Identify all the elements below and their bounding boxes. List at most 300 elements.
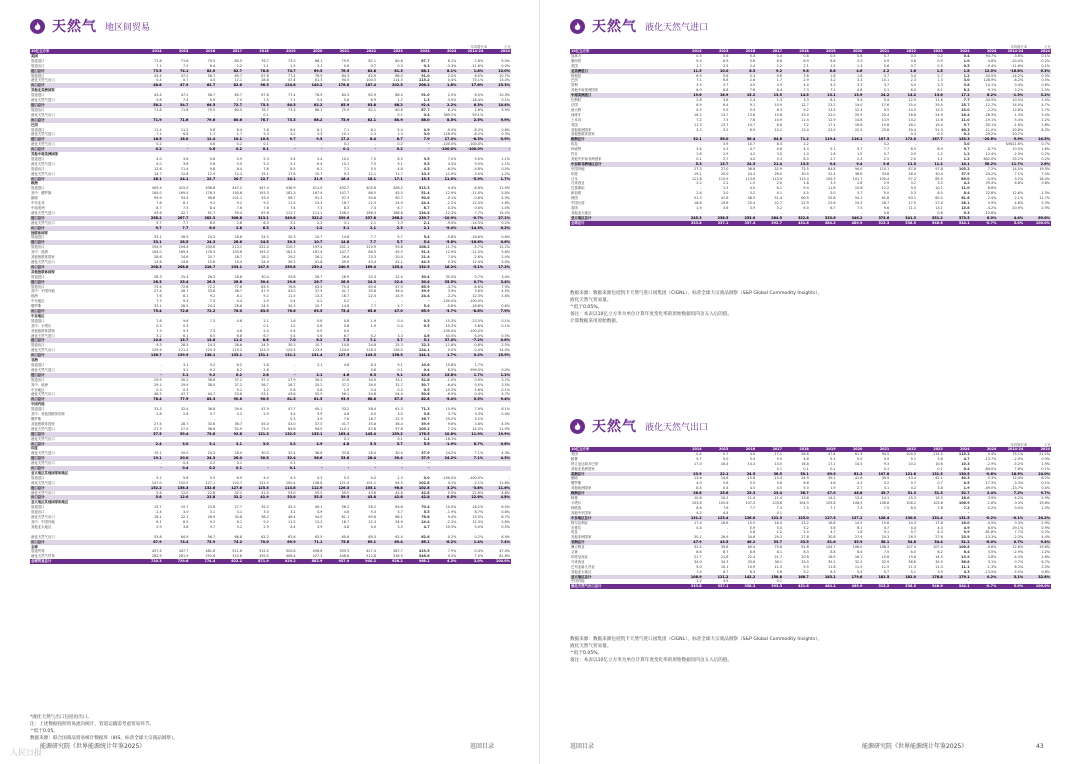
table-cell: 178.8 (323, 83, 350, 88)
table-cell: 126.5 (393, 348, 403, 353)
table-cell: 11.5 (288, 520, 296, 524)
table-cell: 119.2 (232, 348, 242, 353)
table-cell: 10.9 (747, 564, 756, 569)
table-cell: - (401, 328, 403, 333)
table-cell: 12.9% (499, 186, 510, 191)
back-to-toc-link[interactable]: 返回目录 (470, 743, 495, 750)
table-cell: 5.2 (156, 475, 162, 480)
table-cell: 0.6% (501, 235, 510, 240)
table-cell: 140.2 (297, 83, 324, 88)
table-cell: 71.8 (154, 107, 162, 112)
table-cell: 0.9% (1041, 456, 1050, 461)
table-cell: 5.6% (474, 387, 484, 392)
row-label: 法国 (571, 102, 578, 107)
table-cell: 3.2 (236, 524, 242, 529)
table-cell: - (374, 299, 376, 304)
row-label: 液化天然气进口 (31, 210, 55, 215)
table-cell: 122.3 (756, 516, 783, 521)
table-cell: 2.1 (803, 63, 809, 68)
table-cell: 7.6 (749, 117, 756, 122)
table-cell: 19.0 (854, 102, 863, 107)
table-cell: 4.0 (156, 156, 162, 161)
table-cell: 25.6 (881, 127, 890, 132)
table-cell: 5.1% (997, 575, 1024, 580)
table-cell: 6.2 (937, 550, 943, 555)
table-cell: 64.8 (756, 137, 783, 142)
table-cell: -8.3% (473, 127, 484, 132)
table-cell: 29.2 (288, 255, 296, 260)
row-label: 印度 (571, 171, 578, 176)
table-cell: 73.8 (189, 432, 216, 437)
table-cell: 26.2 (314, 377, 323, 382)
table-cell: 7.0 (270, 338, 297, 343)
table-cell: 8.2% (1041, 476, 1050, 481)
table-cell: 3.2 (910, 181, 916, 186)
table-cell: 76.6 (270, 309, 297, 314)
row-label: 其他独联体国家 (31, 269, 55, 274)
table-cell: 19.4 (935, 122, 943, 127)
table-cell: 6.1 (183, 333, 189, 338)
table-cell: - (941, 510, 943, 515)
row-label: 进口总计 (30, 240, 136, 245)
table-cell: 0.6 (290, 387, 296, 392)
table-cell: 132.6 (189, 486, 216, 491)
table-cell: 5.8% (501, 191, 510, 196)
row-label: 日本 (571, 176, 578, 181)
table-cell: 14.3 (747, 461, 756, 466)
table-cell: 56.1 (341, 392, 350, 397)
table-cell: 22.8% (985, 191, 997, 196)
table-cell: 34.6 (747, 535, 756, 540)
table-cell: 2.5 (723, 63, 729, 68)
table-cell: 28.6 (234, 343, 242, 348)
table-cell: -3.7% (446, 284, 457, 289)
table-cell: 12.9 (207, 171, 216, 176)
table-cell: 333.8 (676, 584, 703, 589)
table-cell: 176.3 (205, 191, 216, 196)
table-cell: 29.8 (270, 280, 297, 285)
table-cell: 2.6% (1041, 554, 1050, 559)
table-cell: -16.6% (471, 304, 484, 309)
table-cell: 42.1 (935, 476, 943, 481)
table-cell: 14.5 (935, 554, 943, 559)
table-cell: 36.8 (207, 426, 216, 431)
table-cell: 4.3% (484, 456, 511, 461)
table-cell: - (187, 112, 189, 117)
table-cell: 3.8 (937, 486, 943, 491)
table-cell: 76.7 (261, 107, 269, 112)
table-cell: 64.9 (180, 534, 189, 539)
table-cell: 3.9% (987, 496, 997, 501)
table-cell: 10.1 (720, 564, 729, 569)
table-cell: 113.6 (745, 176, 756, 181)
table-cell: 2.3 (370, 132, 376, 137)
table-cell: 19.1 (154, 451, 162, 456)
row-label: 管道进口 (31, 73, 45, 78)
table-cell: 6.1 (316, 166, 323, 171)
row-label: 液化天然气出口 (31, 112, 55, 117)
table-cell: 8.7% (987, 147, 997, 152)
table-cell: 4.5 (776, 486, 782, 491)
table-cell: 182.0 (890, 575, 917, 580)
table-cell: 7.9% (501, 284, 510, 289)
table-cell: 22.7 (243, 177, 270, 182)
table-cell: 0.3 (423, 63, 430, 68)
row-label: 管道进口 (31, 127, 45, 132)
table-cell: 18.7 (341, 294, 350, 299)
table-cell: 36.7 (234, 421, 242, 426)
table-cell: 51.2 (944, 540, 971, 545)
table-cell: 127.2 (837, 516, 864, 521)
table-cell: 67.8 (261, 93, 269, 98)
table-cell: 0.8 (343, 323, 350, 328)
table-cell: 3.8 (423, 412, 430, 417)
table-cell: 8.7 (423, 206, 430, 210)
table-cell: 3.6 (723, 98, 729, 103)
row-label: 中国内地 (571, 579, 585, 584)
table-cell: 2.7% (1041, 107, 1050, 112)
table-cell: 19.1 (136, 456, 163, 461)
table-cell: -11.6% (1011, 63, 1024, 68)
table-cell: 281.9 (178, 554, 189, 559)
table-cell: 30.2 (180, 377, 189, 382)
table-cell: 447.4 (259, 186, 269, 191)
table-cell: 3.2 (236, 412, 242, 417)
table-cell: 4.8 (343, 524, 350, 529)
table-cell: 0.8 (316, 387, 323, 392)
table-cell: 8.0% (501, 505, 510, 510)
table-cell: 6.4 (723, 102, 729, 107)
table-cell: 2.1 (370, 220, 376, 225)
table-cell: 65.6 (368, 284, 376, 289)
table-cell: 101.1 (366, 480, 376, 485)
table-cell: 27.7 (234, 505, 242, 510)
table-cell: 4.5 (423, 166, 430, 171)
table-cell: 3.6 (803, 73, 809, 78)
table-cell: 27.0 (180, 426, 189, 431)
table-cell: 5.3% (447, 259, 457, 264)
table-cell: 1.7% (484, 177, 511, 182)
table-cell: 147.7 (339, 250, 350, 255)
table-cell: 9.4 (837, 162, 864, 167)
table-cell: 12.4% (1012, 476, 1024, 481)
table-cell: 3.0 (963, 78, 970, 83)
table-cell: -16.6% (471, 235, 484, 240)
table-cell: 18.9 (703, 93, 730, 98)
table-cell: 11.0 (961, 117, 970, 122)
column-header: 2024 (971, 49, 998, 54)
table-cell: 1.0% (501, 206, 510, 210)
table-cell: -5.2% (1013, 461, 1024, 466)
table-cell: 7.1 (156, 132, 162, 137)
table-cell: 17.6 (881, 102, 890, 107)
row-label: 管道进口 (31, 363, 45, 367)
table-cell: 24.3 (368, 274, 376, 279)
table-cell: 12.6 (154, 166, 162, 171)
table-cell: 4.7 (749, 147, 756, 152)
table-cell: 0.9 (749, 525, 756, 530)
table-cell: 13.2 (801, 520, 809, 525)
table-cell: 7.4 (290, 206, 296, 210)
row-label: 亚太地区其他国家和地区 (31, 470, 69, 475)
table-cell: 2.7 (723, 156, 729, 161)
table-cell: 62.6 (288, 534, 296, 539)
table-cell: 9.9% (501, 107, 510, 112)
table-cell: 10.0 (703, 69, 730, 74)
column-header: 2015 (703, 49, 730, 54)
table-cell: 84.5 (270, 103, 297, 108)
table-cell: 8.2 (963, 88, 970, 93)
table-cell: 33.1 (154, 304, 162, 309)
table-cell: 5.3 (749, 73, 756, 78)
table-cell: 24.3 (207, 343, 216, 348)
table-cell: 1.8 (856, 73, 863, 78)
table-cell: 3.1 (163, 373, 190, 378)
table-cell: 63.5 (297, 309, 324, 314)
table-cell: 966.1 (404, 559, 431, 564)
table-cell: 32.2 (216, 495, 243, 500)
row-label: 安哥拉 (571, 525, 582, 530)
table-cell: 7.2% (997, 491, 1024, 496)
table-cell: 7.5 (183, 63, 189, 68)
table-cell: 929.2 (270, 559, 297, 564)
table-cell: -11.0% (471, 191, 484, 196)
table-cell: 45.1 (314, 407, 323, 412)
table-cell: 5.4 (316, 98, 323, 103)
table-cell: 0.1 (290, 461, 296, 466)
table-cell: 20.0 (395, 255, 403, 260)
table-cell: 47.4% (499, 549, 510, 554)
table-cell: 27.4 (154, 421, 162, 426)
table-cell: 2.8 (696, 98, 702, 103)
table-cell: 0.3% (1024, 69, 1051, 74)
table-cell: - (914, 579, 916, 584)
table-cell: -49.0% (984, 486, 997, 491)
table-cell: 100.4 (285, 480, 296, 485)
table-cell: -6.5% (446, 166, 457, 171)
row-label: 阿尔及利亚 (571, 520, 588, 525)
table-cell: 1.8% (431, 83, 458, 88)
table-cell: 1.2 (963, 152, 970, 157)
table-cell: 61.8% (499, 554, 510, 559)
table-cell: 163.4 (323, 432, 350, 437)
table-cell: 2.9 (263, 412, 269, 417)
table-cell: 58.7 (207, 73, 216, 78)
row-label: 中东地区总计 (570, 516, 676, 521)
table-cell: 107.5 (863, 137, 890, 142)
table-cell: 2.1% (1014, 196, 1024, 201)
table-cell: 63.5 (314, 284, 323, 289)
table-cell: 9.4% (447, 515, 457, 520)
table-cell: 52.7 (944, 491, 971, 496)
table-cell: 4.3 (830, 83, 836, 88)
table-cell: 8.7 (723, 550, 729, 555)
table-cell: 7.1 (156, 63, 162, 68)
table-cell: 5.6 (209, 161, 216, 166)
table-cell: 0.7 (723, 451, 729, 456)
row-label: 液化天然气出口 (31, 142, 55, 147)
table-cell: 0.3 (290, 416, 296, 421)
table-cell: 3.9 (749, 206, 756, 210)
table-cell: 7.6 (749, 88, 756, 93)
table-cell: 0.4 (963, 466, 970, 471)
table-cell: 45.3 (288, 505, 296, 510)
row-label: 特立尼达和多巴哥 (571, 461, 599, 466)
table-cell: 22.4 (395, 274, 403, 279)
table-cell: 2.8 (183, 412, 189, 417)
table-cell: -100.0% (457, 147, 484, 152)
table-cell: 32.9 (881, 559, 890, 564)
table-cell: 125.0 (783, 516, 810, 521)
table-cell: - (240, 112, 242, 117)
table-cell: 4.2 (963, 181, 970, 186)
table-cell: 51.7 (207, 210, 216, 215)
table-cell: 35.2 (828, 559, 836, 564)
row-label: 管道出口 (31, 245, 45, 250)
table-cell: 46.5 (747, 196, 756, 201)
table-cell: 94.5 (395, 480, 403, 485)
table-cell: 267.7 (163, 216, 190, 221)
table-cell: 0.7 (910, 481, 916, 486)
table-cell: 99.9 (154, 196, 162, 201)
row-label: 进口总计 (30, 432, 136, 437)
row-label: 管道进口 (31, 93, 45, 98)
table-cell: 7.3 (156, 299, 162, 304)
table-cell: 136.5 (377, 353, 404, 358)
table-cell: 3.2 (290, 132, 296, 137)
table-cell: 427.4 (366, 549, 376, 554)
table-cell: 7.6 (723, 505, 729, 510)
table-cell: 3.6 (723, 206, 729, 210)
table-cell: 360.2% (443, 112, 457, 117)
table-cell: 15.3 (404, 177, 431, 182)
table-cell: 14.8 (341, 235, 350, 240)
table-cell: 30.4 (377, 456, 404, 461)
table-cell: 10.3% (499, 93, 510, 98)
table-cell: 7.7 (163, 226, 190, 231)
table-cell: 0.1 (397, 436, 403, 441)
table-cell: 10.1 (935, 186, 943, 191)
table-cell: 9.8 (209, 166, 216, 171)
table-cell: 2.9 (723, 152, 729, 157)
table-cell: 0.7 (370, 63, 376, 68)
table-cell: - (700, 132, 702, 137)
lng-export-subtitle: 液化天然气出口 (645, 422, 709, 433)
row-label: 文莱 (571, 550, 578, 555)
row-label: 新加坡 (571, 191, 582, 196)
table-cell: 74.4 (163, 540, 190, 545)
row-label: 科威特 (571, 147, 582, 152)
back-to-toc-link[interactable]: 返回目录 (570, 743, 595, 750)
table-cell: 8.4 (350, 137, 377, 142)
table-cell: 69.5 (297, 69, 324, 74)
table-cell: 51.4 (421, 250, 430, 255)
row-label: 印度 (31, 446, 38, 451)
row-label: 进口总计 (30, 280, 136, 285)
table-cell: -13.7% (984, 456, 997, 461)
table-cell: 216.7 (189, 265, 216, 270)
table-cell: 15.4 (234, 259, 242, 264)
table-cell: 60.3 (368, 534, 376, 539)
table-cell: 0.2% (1041, 58, 1050, 63)
table-cell: 15.3 (935, 107, 943, 112)
table-cell: 3.7 (209, 524, 216, 529)
table-cell: 193.3 (259, 191, 269, 196)
table-cell: 69.8% (1024, 216, 1051, 221)
table-cell: 4.6 (830, 481, 836, 486)
row-label: 出口总计 (30, 466, 136, 471)
table-cell: 0.4 (183, 461, 189, 466)
table-cell: - (321, 367, 323, 372)
table-cell: 35.8 (368, 421, 376, 426)
table-cell: 419.5 (418, 549, 430, 554)
table-cell: 16.8 (828, 520, 836, 525)
table-cell: 7.1 (830, 88, 836, 93)
table-cell: 6.1 (856, 525, 863, 530)
table-cell: 16.2 (694, 112, 702, 117)
table-cell: 7.0% (447, 156, 457, 161)
table-cell: - (484, 147, 511, 152)
table-cell: 3.0 (963, 142, 970, 147)
table-cell: 5.5 (370, 166, 376, 171)
table-cell: 24.3 (350, 280, 377, 285)
table-cell: 43.5% (445, 333, 457, 338)
table-cell: 18.5 (136, 137, 163, 142)
table-cell: 131.1 (243, 353, 270, 358)
table-cell: 4.2 (696, 510, 702, 515)
table-cell: 0.1 (937, 466, 943, 471)
table-cell: 42.6 (377, 495, 404, 500)
table-cell: 98.6 (207, 196, 216, 201)
table-cell: -14.2% (1011, 73, 1024, 78)
table-cell: 4.4 (236, 299, 242, 304)
table-cell: -4.2% (986, 206, 997, 210)
table-cell: 135.1 (297, 432, 324, 437)
table-cell: 6.8 (776, 122, 782, 127)
table-cell: 12.4% (985, 152, 997, 157)
table-cell: -54.5% (984, 73, 997, 78)
table-cell: 2.2 (236, 63, 242, 68)
table-cell: 39.9 (421, 289, 430, 294)
table-cell: 46.2 (729, 540, 756, 545)
table-cell: 193.6 (232, 191, 242, 196)
table-cell: 9.2 (263, 520, 269, 524)
table-cell: 39.9 (421, 421, 430, 426)
table-cell: 71.6 (163, 118, 190, 123)
table-cell: 126.0 (729, 516, 756, 521)
table-cell: 3.0 (263, 510, 269, 515)
row-label: 中东地区 (31, 387, 45, 392)
table-cell: 0.1 (830, 466, 836, 471)
table-cell: 77.4 (288, 93, 296, 98)
table-cell: 0.4 (423, 367, 430, 372)
table-cell: 3.3 (316, 132, 323, 137)
table-cell: -3.7% (431, 309, 458, 314)
table-cell: 25.2 (314, 382, 323, 387)
table-cell: 7.5 (370, 161, 376, 166)
table-cell: 0.1 (270, 466, 297, 471)
row-label: 进口总计 (30, 103, 136, 108)
table-cell: 3.2% (1024, 93, 1051, 98)
lng-export-title: 天然气 (592, 419, 637, 435)
table-cell: 181.3 (285, 250, 296, 255)
table-cell: 10.1% (985, 83, 997, 88)
table-cell: 3.1 (323, 226, 350, 231)
table-cell: 71.3 (421, 407, 430, 412)
table-cell: 10.1 (341, 161, 350, 166)
table-cell: 145.4 (350, 432, 377, 437)
table-cell: 957.9 (323, 559, 350, 564)
